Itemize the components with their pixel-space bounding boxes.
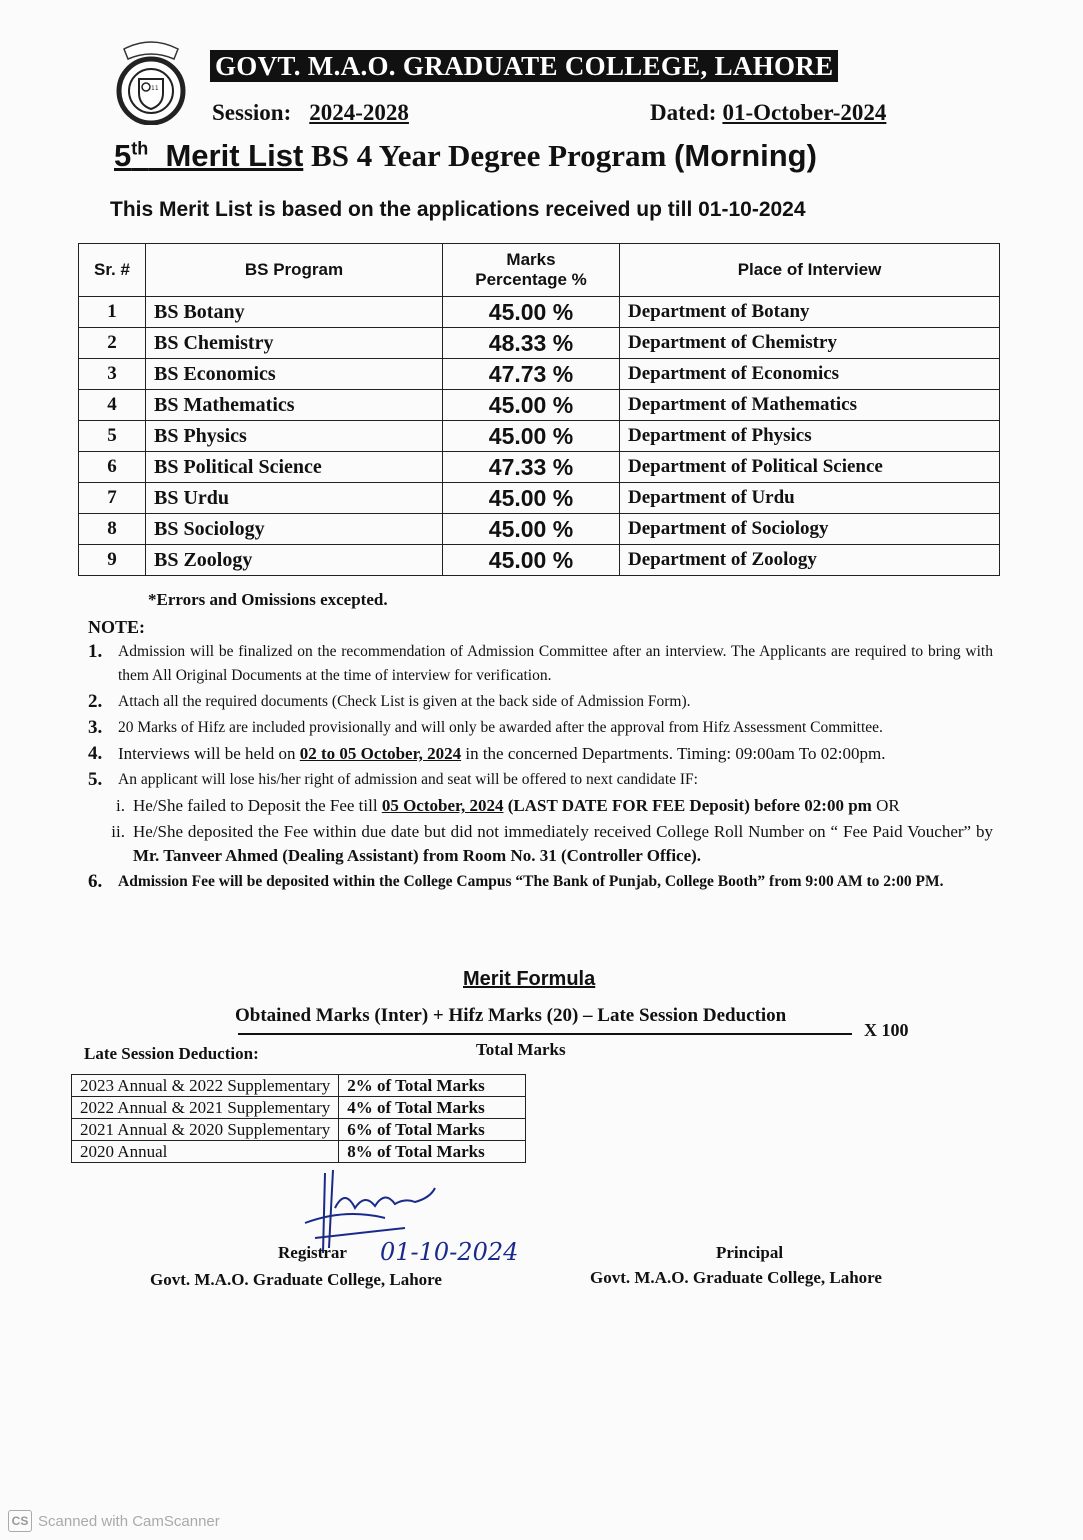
late-session-row: [72, 1075, 526, 1097]
college-crest-icon: [110, 35, 192, 125]
late-session-deduction: 4% of Total Marks: [339, 1097, 526, 1119]
merit-table-header: [79, 244, 1000, 297]
note-item: [88, 768, 993, 792]
dated: [650, 100, 886, 126]
svg-text:01-10-2024: 01-10-2024: [380, 1238, 519, 1266]
note-text: 20 Marks of Hifz are included provisionally and will only be awarded after the approval from Hifz Assessment Committee.: [118, 719, 883, 736]
registrar-title: Registrar: [278, 1243, 347, 1262]
late-session-row: [72, 1119, 526, 1141]
note-text: Attach all the required documents (Check List is given at the back side of Admission Form).: [118, 693, 691, 710]
merit-table: [78, 243, 1000, 576]
late-session-name: 2023 Annual & 2022 Supplementary: [72, 1075, 339, 1097]
row-program: BS Sociology: [146, 514, 443, 545]
note-number: 2.: [88, 691, 103, 712]
row-sr: 8: [79, 514, 146, 545]
session-value: 2024-2028: [309, 100, 409, 125]
table-row: [79, 514, 1000, 545]
row-sr: 5: [79, 421, 146, 452]
late-session-table: [71, 1074, 526, 1163]
note-item: [88, 640, 993, 688]
late-session-deduction: 2% of Total Marks: [339, 1075, 526, 1097]
col-place: Place of Interview: [620, 244, 1000, 297]
late-session-row: [72, 1097, 526, 1119]
camscanner-logo-icon: CS: [8, 1510, 32, 1532]
late-session-row: [72, 1141, 526, 1163]
notes-list: [88, 640, 993, 896]
note-item: [88, 870, 993, 894]
dated-value: 01-October-2024: [722, 100, 887, 125]
row-percentage: 45.00 %: [443, 514, 620, 545]
note-number: 5.: [88, 769, 103, 790]
col-program: BS Program: [146, 244, 443, 297]
college-name-banner: GOVT. M.A.O. GRADUATE COLLEGE, LAHORE: [210, 50, 838, 82]
note-text: An applicant will lose his/her right of admission and seat will be offered to next candidate IF:: [118, 771, 698, 788]
table-row: [79, 545, 1000, 576]
late-session-deduction: 6% of Total Marks: [339, 1119, 526, 1141]
note-item: [88, 742, 993, 766]
note-text: He/She failed to Deposit the Fee till 05 October, 2024 (LAST DATE FOR FEE Deposit) before 02:00 pm OR: [133, 796, 900, 815]
session: [212, 100, 409, 126]
row-place: Department of Chemistry: [620, 328, 1000, 359]
late-session-name: 2021 Annual & 2020 Supplementary: [72, 1119, 339, 1141]
notes-title: NOTE:: [88, 617, 146, 637]
row-percentage: 45.00 %: [443, 390, 620, 421]
table-row: [79, 390, 1000, 421]
row-place: Department of Physics: [620, 421, 1000, 452]
table-row: [79, 483, 1000, 514]
row-program: BS Botany: [146, 297, 443, 328]
row-program: BS Mathematics: [146, 390, 443, 421]
table-row: [79, 452, 1000, 483]
merit-list-heading: [114, 138, 817, 174]
row-place: Department of Political Science: [620, 452, 1000, 483]
row-place: Department of Botany: [620, 297, 1000, 328]
camscanner-watermark: [8, 1510, 220, 1532]
row-percentage: 48.33 %: [443, 328, 620, 359]
note-number: i.: [116, 796, 125, 815]
merit-basis-text: This Merit List is based on the applications received up till 01-10-2024: [110, 198, 806, 221]
row-program: BS Physics: [146, 421, 443, 452]
table-row: [79, 359, 1000, 390]
merit-formula-title: Merit Formula: [463, 968, 596, 990]
row-place: Department of Economics: [620, 359, 1000, 390]
row-place: Department of Sociology: [620, 514, 1000, 545]
merit-list-ordinal: 5th Merit List: [114, 138, 304, 173]
svg-text:11: 11: [151, 85, 159, 92]
row-sr: 4: [79, 390, 146, 421]
note-item: [88, 794, 993, 818]
late-session-name: 2022 Annual & 2021 Supplementary: [72, 1097, 339, 1119]
row-program: BS Chemistry: [146, 328, 443, 359]
row-place: Department of Urdu: [620, 483, 1000, 514]
row-place: Department of Zoology: [620, 545, 1000, 576]
row-sr: 9: [79, 545, 146, 576]
table-row: [79, 297, 1000, 328]
errors-omissions-note: *Errors and Omissions excepted.: [148, 590, 388, 609]
note-number: 4.: [88, 743, 103, 764]
row-place: Department of Mathematics: [620, 390, 1000, 421]
row-percentage: 45.00 %: [443, 421, 620, 452]
formula-numerator: Obtained Marks (Inter) + Hifz Marks (20) – Late Session Deduction: [235, 1005, 787, 1026]
note-number: ii.: [111, 822, 125, 841]
col-marks: Marks Percentage %: [443, 244, 620, 297]
note-item: [88, 820, 993, 868]
principal-title: Principal: [716, 1243, 784, 1262]
row-program: BS Urdu: [146, 483, 443, 514]
row-sr: 6: [79, 452, 146, 483]
note-number: 3.: [88, 717, 103, 738]
row-sr: 2: [79, 328, 146, 359]
row-program: BS Political Science: [146, 452, 443, 483]
late-session-deduction: 8% of Total Marks: [339, 1141, 526, 1163]
principal-org: Govt. M.A.O. Graduate College, Lahore: [590, 1268, 882, 1287]
note-text: Admission Fee will be deposited within the College Campus “The Bank of Punjab, College Booth” from 9:00 AM to 2:00 PM.: [118, 873, 944, 890]
session-label: Session:: [212, 100, 292, 125]
shift-label: (Morning): [674, 138, 817, 173]
registrar-org: Govt. M.A.O. Graduate College, Lahore: [150, 1270, 442, 1289]
camscanner-text: Scanned with CamScanner: [38, 1512, 220, 1530]
row-sr: 1: [79, 297, 146, 328]
row-program: BS Zoology: [146, 545, 443, 576]
col-sr: Sr. #: [79, 244, 146, 297]
note-text: Admission will be finalized on the recommendation of Admission Committee after an interview. The Applicants are required to bring with them All Original Documents at the time of interview for verification.: [118, 643, 993, 684]
row-percentage: 47.73 %: [443, 359, 620, 390]
row-percentage: 45.00 %: [443, 545, 620, 576]
note-text: He/She deposited the Fee within due date but did not immediately received College Roll Number on “ Fee Paid Voucher” by Mr. Tanveer Ahmed (Dealing Assistant) from Room No. 31 (Controller Office).: [133, 822, 993, 865]
formula-multiplier: X 100: [864, 1020, 909, 1040]
note-number: 1.: [88, 641, 103, 662]
row-sr: 3: [79, 359, 146, 390]
note-number: 6.: [88, 871, 103, 892]
row-percentage: 47.33 %: [443, 452, 620, 483]
table-row: [79, 328, 1000, 359]
late-session-label: Late Session Deduction:: [84, 1044, 259, 1063]
note-text: Interviews will be held on 02 to 05 October, 2024 in the concerned Departments. Timing: 09:00am To 02:00pm.: [118, 744, 886, 763]
late-session-name: 2020 Annual: [72, 1141, 339, 1163]
fraction-line: [238, 1033, 852, 1035]
row-program: BS Economics: [146, 359, 443, 390]
table-row: [79, 421, 1000, 452]
row-sr: 7: [79, 483, 146, 514]
formula-denominator: Total Marks: [476, 1040, 566, 1059]
dated-label: Dated:: [650, 100, 717, 125]
note-item: [88, 690, 993, 714]
note-item: [88, 716, 993, 740]
row-percentage: 45.00 %: [443, 297, 620, 328]
program-title: BS 4 Year Degree Program: [311, 138, 667, 173]
row-percentage: 45.00 %: [443, 483, 620, 514]
